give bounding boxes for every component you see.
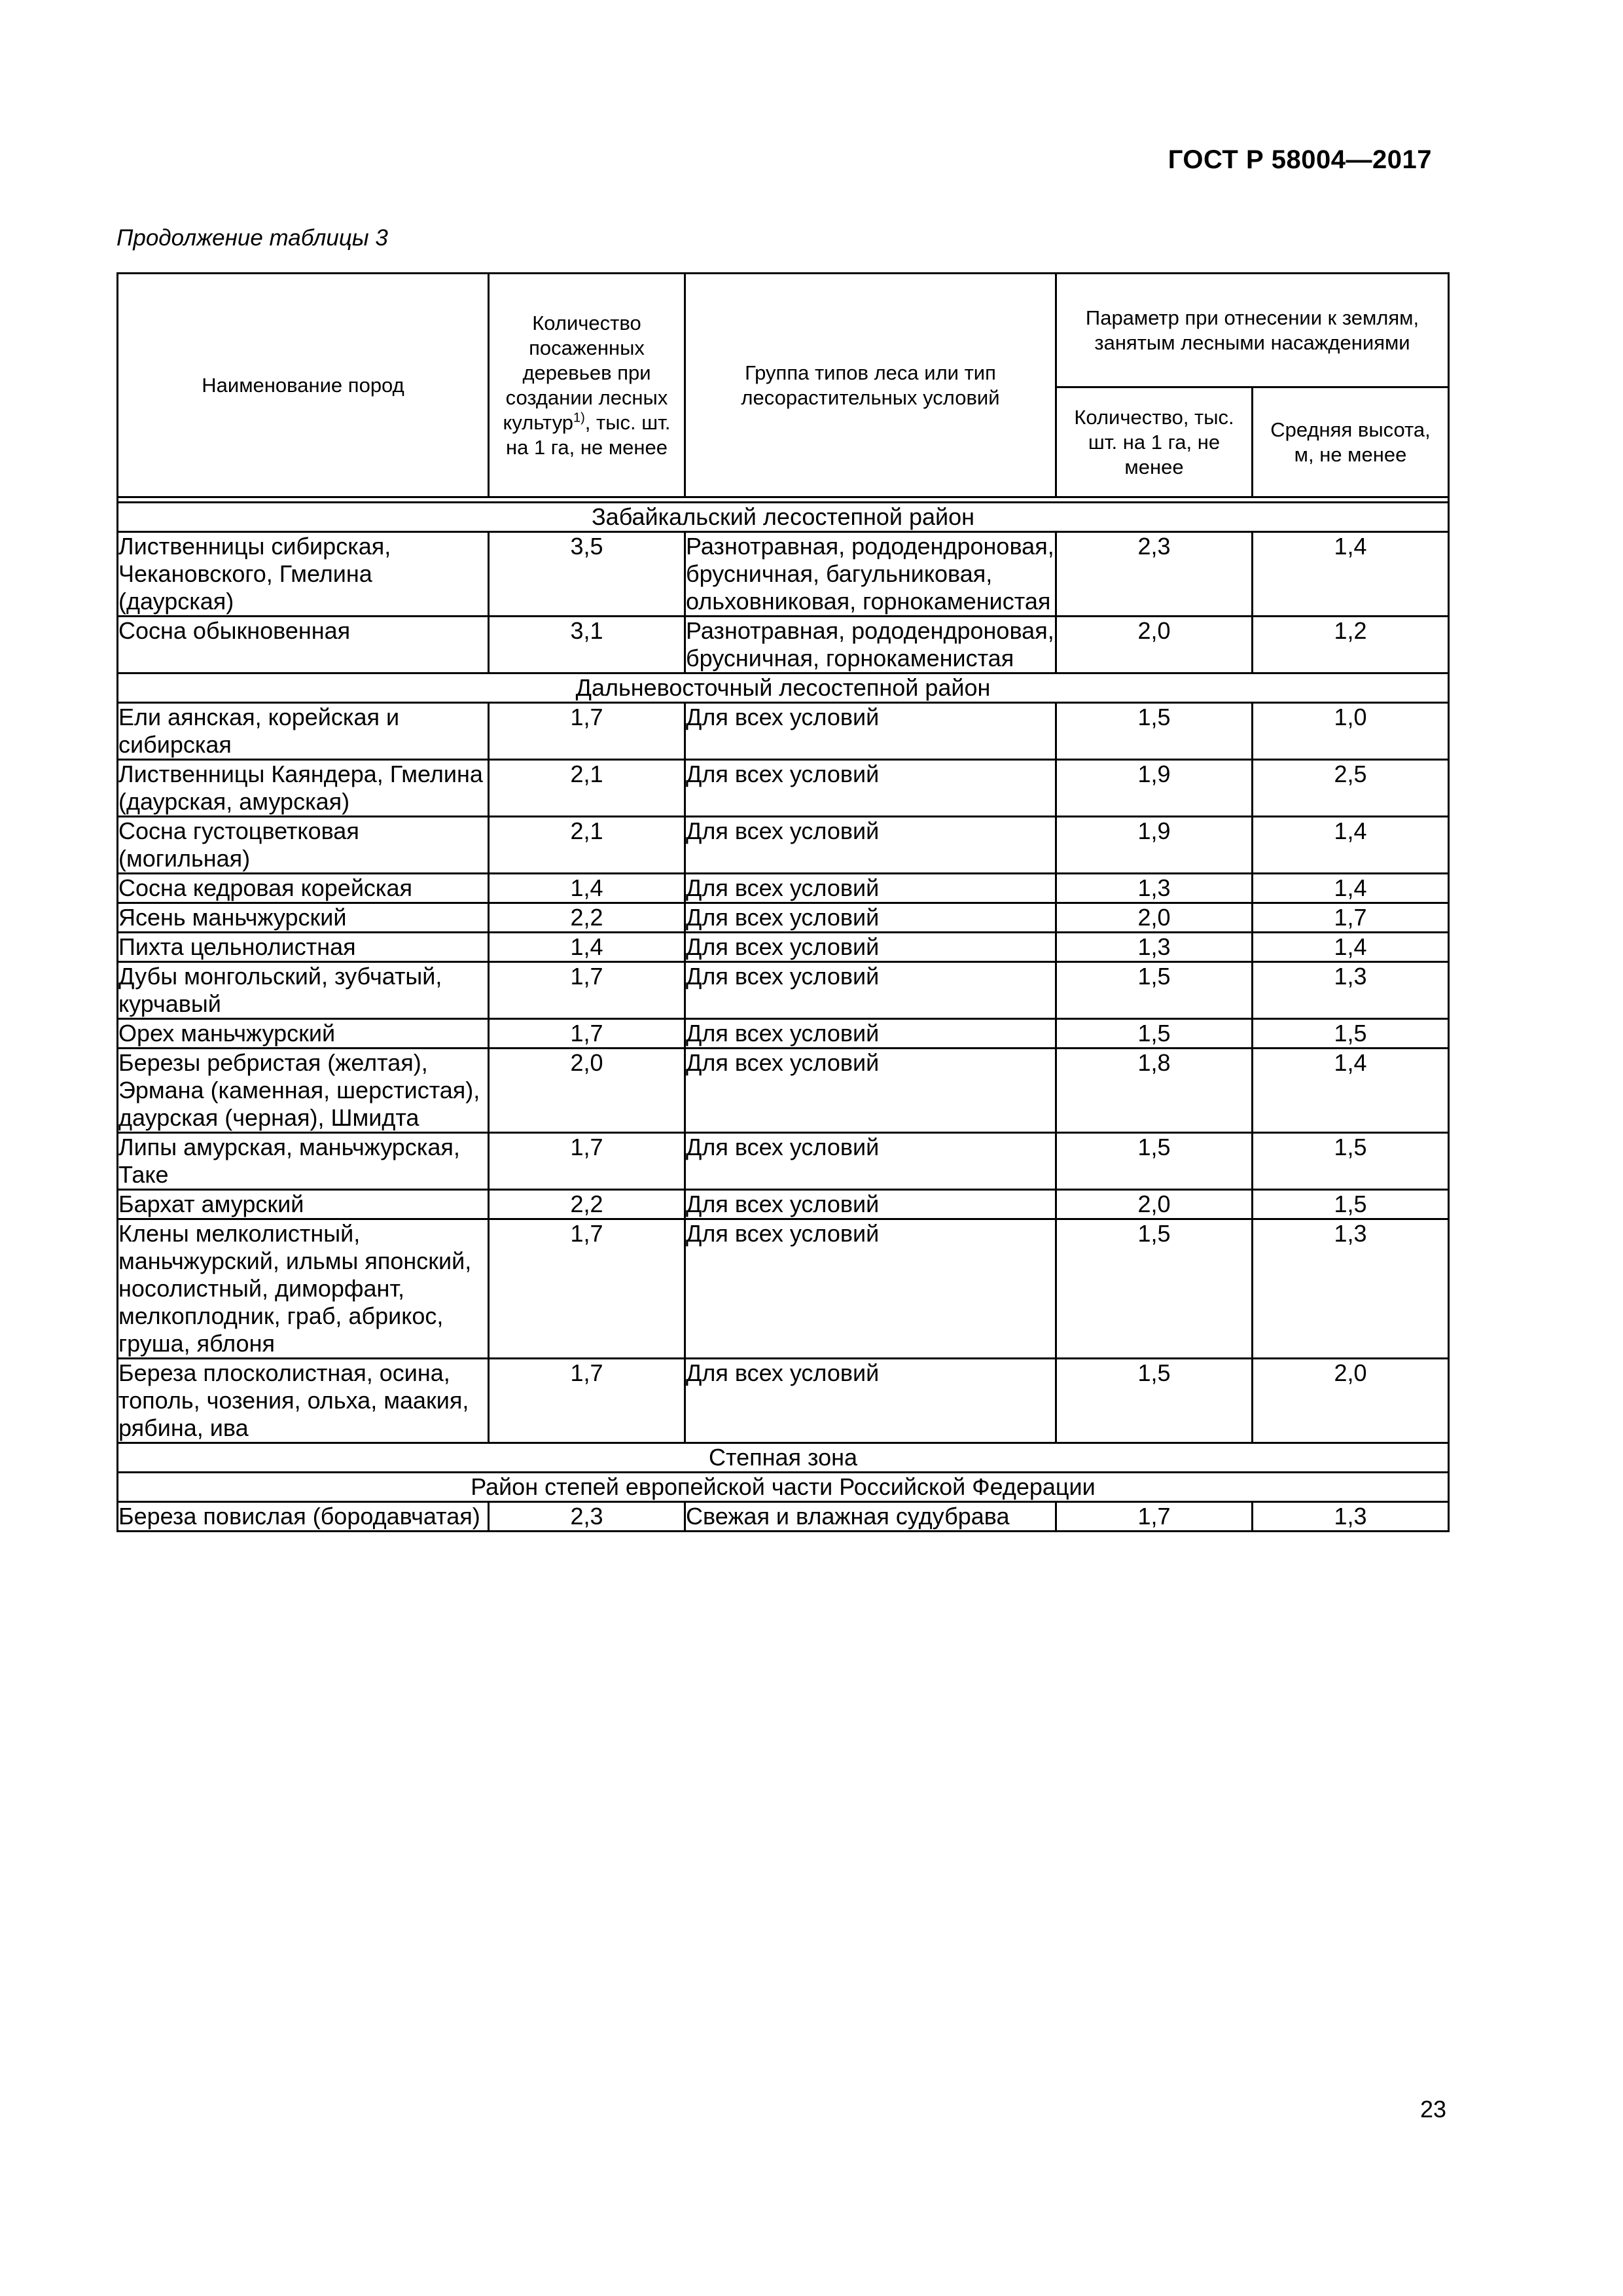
avg-height-cell: 1,5 (1253, 1190, 1449, 1219)
avg-height-cell: 1,0 (1253, 703, 1449, 760)
planted-count-cell: 1,7 (489, 1133, 685, 1190)
table-row (118, 532, 1449, 617)
forest-type-cell: Для всех условий (685, 1190, 1056, 1219)
table-row (118, 903, 1449, 933)
avg-height-cell: 1,2 (1253, 617, 1449, 673)
column-header-count: Количество, тыс. шт. на 1 га, не менее (1056, 387, 1253, 497)
species-name-cell: Сосна густоцветковая (могильная) (118, 817, 489, 874)
species-name-cell: Ясень маньчжурский (118, 903, 489, 933)
species-name-cell: Сосна кедровая корейская (118, 874, 489, 903)
species-name-cell: Дубы монгольский, зубчатый, курчавый (118, 962, 489, 1019)
avg-height-cell: 2,0 (1253, 1359, 1449, 1443)
header-separator (118, 497, 1449, 503)
forest-type-cell: Для всех условий (685, 903, 1056, 933)
species-name-cell: Липы амурская, маньчжурская, Таке (118, 1133, 489, 1190)
species-name-cell: Клены мелколистный, маньчжурский, ильмы японский, носолистный, диморфант, мелкоплодник, граб, абрикос, груша, яблоня (118, 1219, 489, 1359)
tree-count-cell: 1,5 (1056, 1019, 1253, 1049)
column-header-parameter-group: Параметр при отнесении к землям, занятым лесными насаждениями (1056, 274, 1449, 387)
section-title: Дальневосточный лесостепной район (118, 673, 1449, 703)
table-row (118, 1133, 1449, 1190)
tree-count-cell: 1,3 (1056, 874, 1253, 903)
avg-height-cell: 1,4 (1253, 933, 1449, 962)
forest-type-cell: Свежая и влажная судубрава (685, 1502, 1056, 1532)
forest-type-cell: Для всех условий (685, 703, 1056, 760)
table-row (118, 962, 1449, 1019)
planted-count-cell: 2,3 (489, 1502, 685, 1532)
avg-height-cell: 1,4 (1253, 1049, 1449, 1133)
section-row (118, 503, 1449, 532)
forest-type-cell: Для всех условий (685, 760, 1056, 817)
avg-height-cell: 1,4 (1253, 817, 1449, 874)
tree-count-cell: 1,5 (1056, 1133, 1253, 1190)
planted-count-cell: 2,0 (489, 1049, 685, 1133)
planted-count-cell: 3,1 (489, 617, 685, 673)
forest-type-cell: Для всех условий (685, 933, 1056, 962)
page-number: 23 (1419, 2096, 1446, 2123)
forest-type-cell: Для всех условий (685, 1019, 1056, 1049)
section-row (118, 1443, 1449, 1473)
table-row (118, 933, 1449, 962)
species-name-cell: Береза плосколистная, осина, тополь, чозения, ольха, маакия, рябина, ива (118, 1359, 489, 1443)
table-row (118, 1219, 1449, 1359)
tree-count-cell: 1,3 (1056, 933, 1253, 962)
footnote-marker: 1) (573, 410, 585, 425)
forest-type-cell: Для всех условий (685, 1049, 1056, 1133)
avg-height-cell: 1,3 (1253, 962, 1449, 1019)
avg-height-cell: 1,4 (1253, 874, 1449, 903)
avg-height-cell: 2,5 (1253, 760, 1449, 817)
species-table (116, 272, 1450, 1532)
planted-count-cell: 1,7 (489, 1359, 685, 1443)
forest-type-cell: Для всех условий (685, 817, 1056, 874)
planted-count-cell: 1,4 (489, 933, 685, 962)
column-header-height: Средняя высота, м, не менее (1253, 387, 1449, 497)
forest-type-cell: Для всех условий (685, 1219, 1056, 1359)
tree-count-cell: 2,0 (1056, 1190, 1253, 1219)
table-row (118, 617, 1449, 673)
tree-count-cell: 1,7 (1056, 1502, 1253, 1532)
tree-count-cell: 2,0 (1056, 903, 1253, 933)
tree-count-cell: 2,0 (1056, 617, 1253, 673)
planted-count-cell: 2,1 (489, 760, 685, 817)
table-row (118, 1359, 1449, 1443)
section-title: Район степей европейской части Российской Федерации (118, 1473, 1449, 1502)
tree-count-cell: 1,5 (1056, 703, 1253, 760)
table-row (118, 874, 1449, 903)
table-row (118, 1502, 1449, 1532)
species-name-cell: Орех маньчжурский (118, 1019, 489, 1049)
table-row (118, 1190, 1449, 1219)
forest-type-cell: Для всех условий (685, 874, 1056, 903)
table-row (118, 817, 1449, 874)
planted-count-cell: 1,7 (489, 1219, 685, 1359)
species-name-cell: Сосна обыкновенная (118, 617, 489, 673)
planted-count-cell: 1,7 (489, 962, 685, 1019)
tree-count-cell: 1,5 (1056, 1219, 1253, 1359)
tree-count-cell: 1,9 (1056, 760, 1253, 817)
planted-count-cell: 1,4 (489, 874, 685, 903)
planted-count-cell: 1,7 (489, 1019, 685, 1049)
table-row (118, 1019, 1449, 1049)
planted-count-cell: 3,5 (489, 532, 685, 617)
table-body (118, 497, 1449, 1532)
tree-count-cell: 1,5 (1056, 962, 1253, 1019)
section-row (118, 1473, 1449, 1502)
column-header-forest-type: Группа типов леса или тип лесорастительных условий (685, 274, 1056, 497)
section-title: Степная зона (118, 1443, 1449, 1473)
table-header (118, 274, 1449, 497)
tree-count-cell: 1,9 (1056, 817, 1253, 874)
forest-type-cell: Для всех условий (685, 1133, 1056, 1190)
table-row (118, 1049, 1449, 1133)
planted-count-cell: 2,2 (489, 1190, 685, 1219)
tree-count-cell: 1,8 (1056, 1049, 1253, 1133)
forest-type-cell: Разнотравная, рододендроновая, брусничная, горнокаменистая (685, 617, 1056, 673)
forest-type-cell: Разнотравная, рододендроновая, брусничная, багульниковая, ольховниковая, горнокаменистая (685, 532, 1056, 617)
table-row (118, 760, 1449, 817)
species-name-cell: Береза повислая (бородавчатая) (118, 1502, 489, 1532)
avg-height-cell: 1,3 (1253, 1219, 1449, 1359)
table-caption: Продолжение таблицы 3 (116, 225, 388, 251)
avg-height-cell: 1,5 (1253, 1019, 1449, 1049)
document-code: ГОСТ Р 58004—2017 (1168, 145, 1432, 174)
tree-count-cell: 2,3 (1056, 532, 1253, 617)
tree-count-cell: 1,5 (1056, 1359, 1253, 1443)
forest-type-cell: Для всех условий (685, 1359, 1056, 1443)
planted-count-cell: 2,2 (489, 903, 685, 933)
planted-count-cell: 1,7 (489, 703, 685, 760)
species-name-cell: Ели аянская, корейская и сибирская (118, 703, 489, 760)
section-title: Забайкальский лесостепной район (118, 503, 1449, 532)
species-name-cell: Пихта цельнолистная (118, 933, 489, 962)
table-row (118, 703, 1449, 760)
column-header-planted: Количество посаженных деревьев при создании лесных культур$^{1)}$, тыс. шт. на 1 га, не менее (489, 274, 685, 497)
species-name-cell: Бархат амурский (118, 1190, 489, 1219)
column-header-name: Наименование пород (118, 274, 489, 497)
avg-height-cell: 1,3 (1253, 1502, 1449, 1532)
avg-height-cell: 1,7 (1253, 903, 1449, 933)
avg-height-cell: 1,4 (1253, 532, 1449, 617)
section-row (118, 673, 1449, 703)
avg-height-cell: 1,5 (1253, 1133, 1449, 1190)
species-name-cell: Лиственницы Каяндера, Гмелина (даурская, амурская) (118, 760, 489, 817)
species-name-cell: Лиственницы сибирская, Чекановского, Гмелина (даурская) (118, 532, 489, 617)
forest-type-cell: Для всех условий (685, 962, 1056, 1019)
planted-count-cell: 2,1 (489, 817, 685, 874)
species-name-cell: Березы ребристая (желтая), Эрмана (каменная, шерстистая), даурская (черная), Шмидта (118, 1049, 489, 1133)
